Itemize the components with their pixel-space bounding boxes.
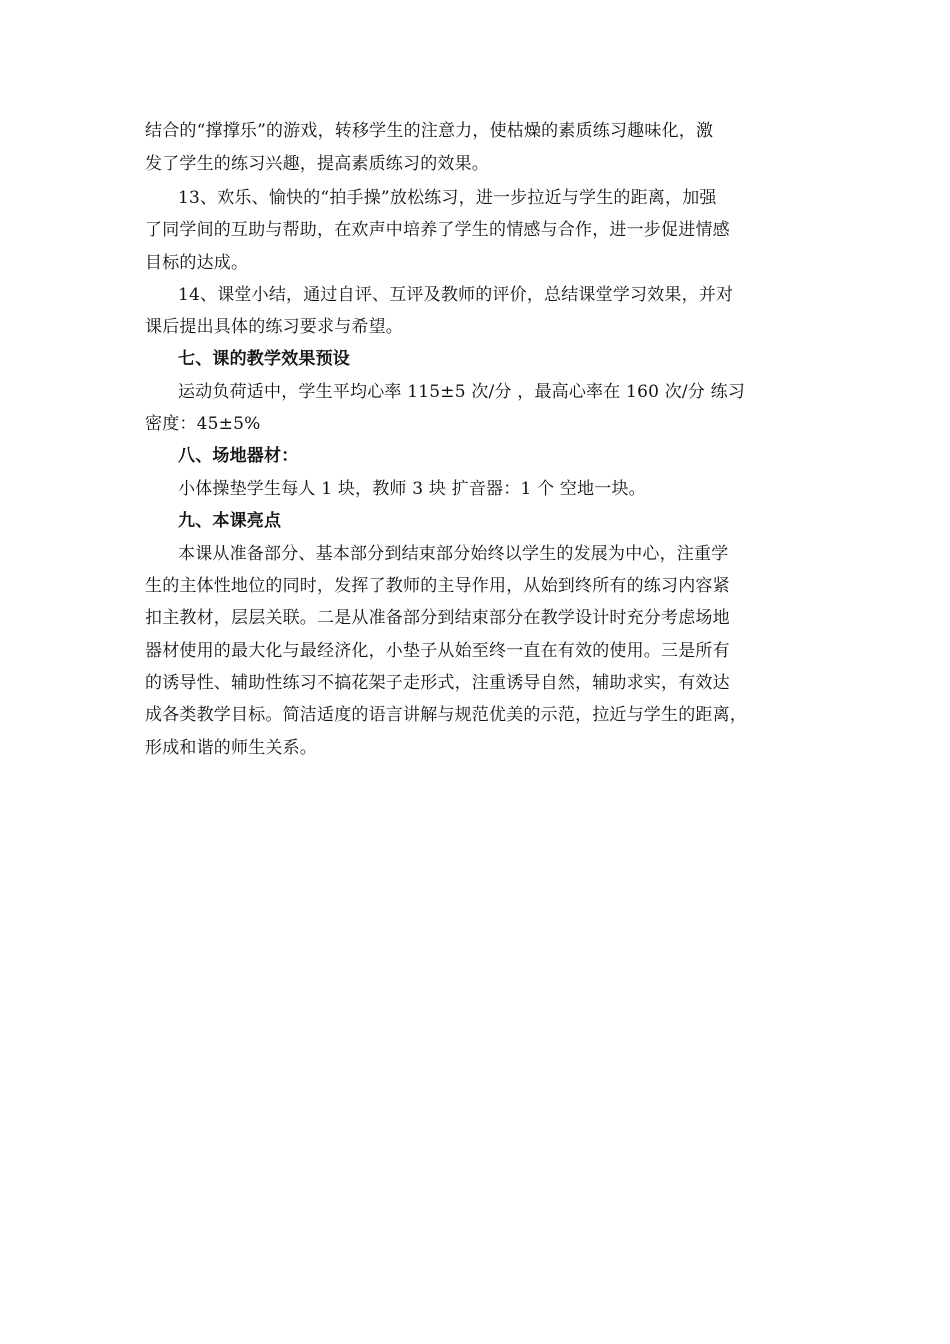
paragraph-line: 扣主教材，层层关联。二是从准备部分到结束部分在教学设计时充分考虑场地 (145, 608, 730, 628)
paragraph-line: 发了学生的练习兴趣，提高素质练习的效果。 (145, 154, 489, 174)
paragraph-line: 密度：45±5% (145, 414, 261, 434)
paragraph-line: 器材使用的最大化与最经济化，小垫子从始至终一直在有效的使用。三是所有 (145, 641, 730, 661)
paragraph-line: 本课从准备部分、基本部分到结束部分始终以学生的发展为中心，注重学 (178, 544, 729, 564)
paragraph-line: 形成和谐的师生关系。 (145, 738, 317, 758)
section-heading: 八、场地器材： (178, 446, 299, 466)
paragraph-line: 13、欢乐、愉快的“拍手操”放松练习，进一步拉近与学生的距离，加强 (178, 188, 717, 208)
paragraph-line: 小体操垫学生每人 1 块，教师 3 块 扩音器：1 个 空地一块。 (178, 479, 646, 499)
paragraph-line: 课后提出具体的练习要求与希望。 (145, 317, 403, 337)
paragraph-line: 了同学间的互助与帮助，在欢声中培养了学生的情感与合作，进一步促进情感 (145, 220, 730, 240)
section-heading: 七、课的教学效果预设 (178, 349, 350, 369)
paragraph-line: 成各类教学目标。简洁适度的语言讲解与规范优美的示范，拉近与学生的距离， (145, 705, 747, 725)
paragraph-line: 14、课堂小结，通过自评、互评及教师的评价，总结课堂学习效果，并对 (178, 285, 734, 305)
paragraph-line: 目标的达成。 (145, 253, 249, 273)
section-heading: 九、本课亮点 (178, 511, 282, 531)
paragraph-line: 生的主体性地位的同时，发挥了教师的主导作用，从始到终所有的练习内容紧 (145, 576, 730, 596)
paragraph-line: 运动负荷适中，学生平均心率 115±5 次/分 ，最高心率在 160 次/分 练习 (178, 382, 746, 402)
paragraph-line: 的诱导性、辅助性练习不搞花架子走形式，注重诱导自然，辅助求实，有效达 (145, 673, 730, 693)
paragraph-line: 结合的“撑撑乐”的游戏，转移学生的注意力，使枯燥的素质练习趣味化，激 (145, 121, 714, 141)
